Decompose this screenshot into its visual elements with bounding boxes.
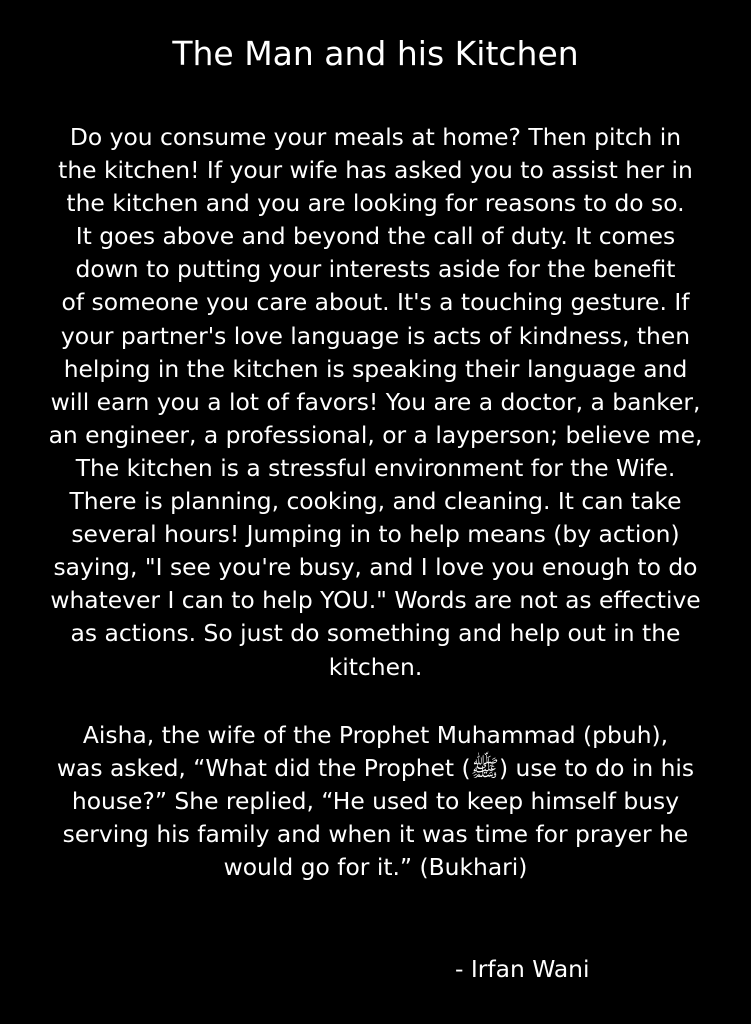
text-line: The kitchen is a stressful environment for the Wife. [75,453,676,482]
page-title: The Man and his Kitchen [172,34,579,73]
text-line: kitchen. [328,652,423,681]
text-line: down to putting your interests aside for the benefit [75,255,676,284]
text-line: will earn you a lot of favors! You are a doctor, a banker, [50,387,701,416]
text-line: of someone you care about. It's a touching gesture. If [61,288,690,317]
text-line: your partner's love language is acts of kindness, then [60,321,691,350]
text-line: Do you consume your meals at home? Then pitch in [69,123,682,151]
body-paragraph-1 [0,121,751,684]
text-line: There is planning, cooking, and cleaning. It can take [69,487,682,516]
text-line: an engineer, a professional, or a layperson; believe me, [48,420,703,449]
body-paragraph-2 [0,719,751,884]
text-line: It goes above and beyond the call of duty. It comes [75,222,676,251]
text-line: whatever I can to help YOU." Words are not as effective [50,586,701,615]
text-line: was asked, “What did the Prophet (ﷺ) use to do in his [56,754,695,783]
text-line: house?” She replied, “He used to keep himself busy [71,787,680,816]
text-line: would go for it.” (Bukhari) [223,853,528,882]
text-line: several hours! Jumping in to help means (by action) [71,520,680,549]
text-line: Aisha, the wife of the Prophet Muhammad (pbuh), [82,721,669,749]
text-line: helping in the kitchen is speaking their language and [63,354,688,383]
text-line: saying, "I see you're busy, and I love you enough to do [53,553,698,582]
author-signature: - Irfan Wani [455,955,590,983]
text-line: the kitchen! If your wife has asked you to assist her in [58,156,693,185]
text-line: serving his family and when it was time for prayer he [62,820,689,849]
text-line: the kitchen and you are looking for reasons to do so. [66,189,685,218]
text-line: as actions. So just do something and help out in the [70,619,681,648]
